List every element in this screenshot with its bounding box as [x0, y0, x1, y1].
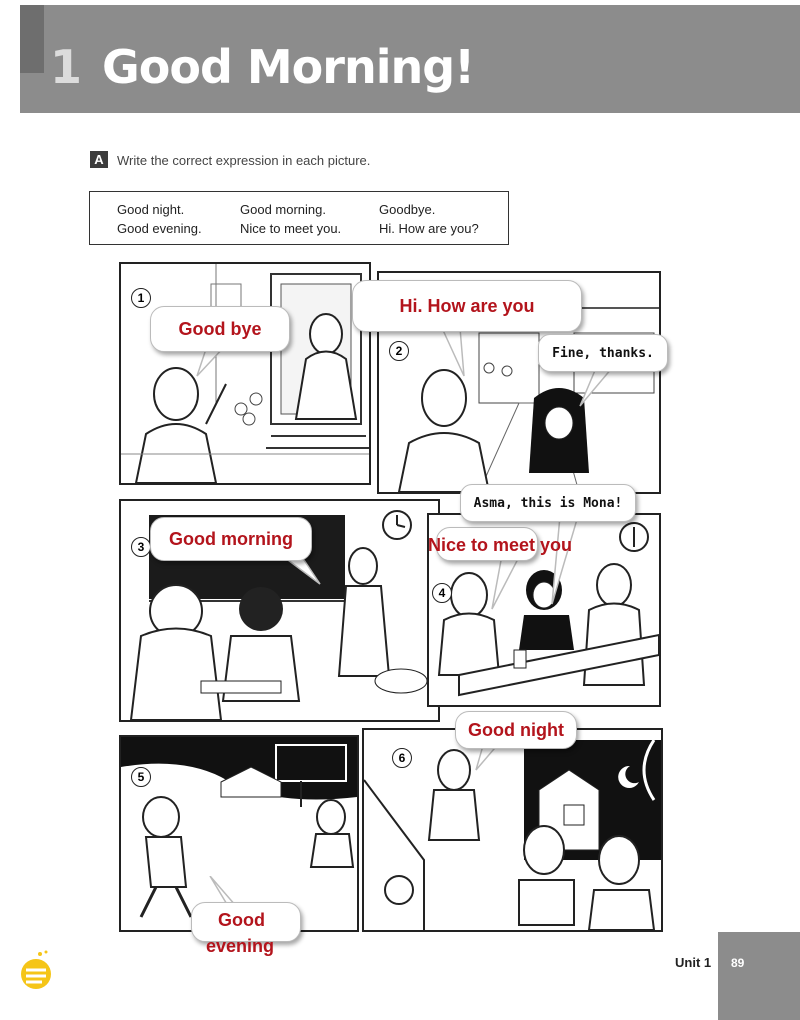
printed-text-2: Fine, thanks.: [552, 345, 654, 361]
answer-bubble-2: [352, 280, 582, 332]
panel-1-illustration: [121, 264, 369, 483]
panel-6-number: 6: [392, 748, 412, 768]
answer-text-2: Hi. How are you: [399, 295, 535, 316]
printed-bubble-tail-4: [548, 516, 588, 606]
word-good-morning: Good morning.: [240, 202, 326, 217]
instruction-text: Write the correct expression in each picture.: [117, 153, 371, 168]
answer-text-6: Good night: [468, 719, 564, 740]
answer-bubble-1: [150, 306, 290, 352]
publisher-logo-icon: [18, 948, 54, 990]
bubble-tail-4: [488, 555, 528, 611]
answer-text-5-line2: evening: [206, 936, 275, 956]
panel-2-number: 2: [389, 341, 409, 361]
footer-page-tab: [718, 932, 800, 1020]
answer-text-5-line1: Good: [218, 910, 265, 930]
printed-bubble-tail-2: [578, 368, 618, 408]
answer-text-4: Nice to meet you: [428, 535, 573, 555]
footer-unit-label: Unit 1: [675, 955, 712, 970]
bubble-tail-2: [434, 328, 474, 378]
panel-1-number: 1: [131, 288, 151, 308]
section-label: A: [90, 151, 108, 168]
word-bank: [89, 191, 509, 245]
printed-bubble-4: [460, 484, 636, 522]
unit-title: Good Morning!: [102, 40, 475, 94]
printed-text-4: Asma, this is Mona!: [473, 495, 623, 511]
panel-5-number: 5: [131, 767, 151, 787]
panel-3-number: 3: [131, 537, 151, 557]
word-hi-how-are-you: Hi. How are you?: [379, 221, 479, 236]
answer-text-3: Good morning: [169, 528, 293, 549]
word-goodbye: Goodbye.: [379, 202, 436, 217]
comic-panel-1: [119, 262, 371, 485]
page-number: 89: [731, 956, 745, 970]
unit-number: 1: [50, 40, 83, 94]
panel-4-number: 4: [432, 583, 452, 603]
word-nice-to-meet-you: Nice to meet you.: [240, 221, 342, 236]
printed-bubble-2: [538, 334, 668, 372]
unit-header-tab: [20, 5, 44, 73]
answer-bubble-6: [455, 711, 577, 749]
word-good-evening: Good evening.: [117, 221, 202, 236]
answer-text-1: Good bye: [178, 318, 262, 339]
word-good-night: Good night.: [117, 202, 185, 217]
answer-bubble-3: [150, 517, 312, 561]
